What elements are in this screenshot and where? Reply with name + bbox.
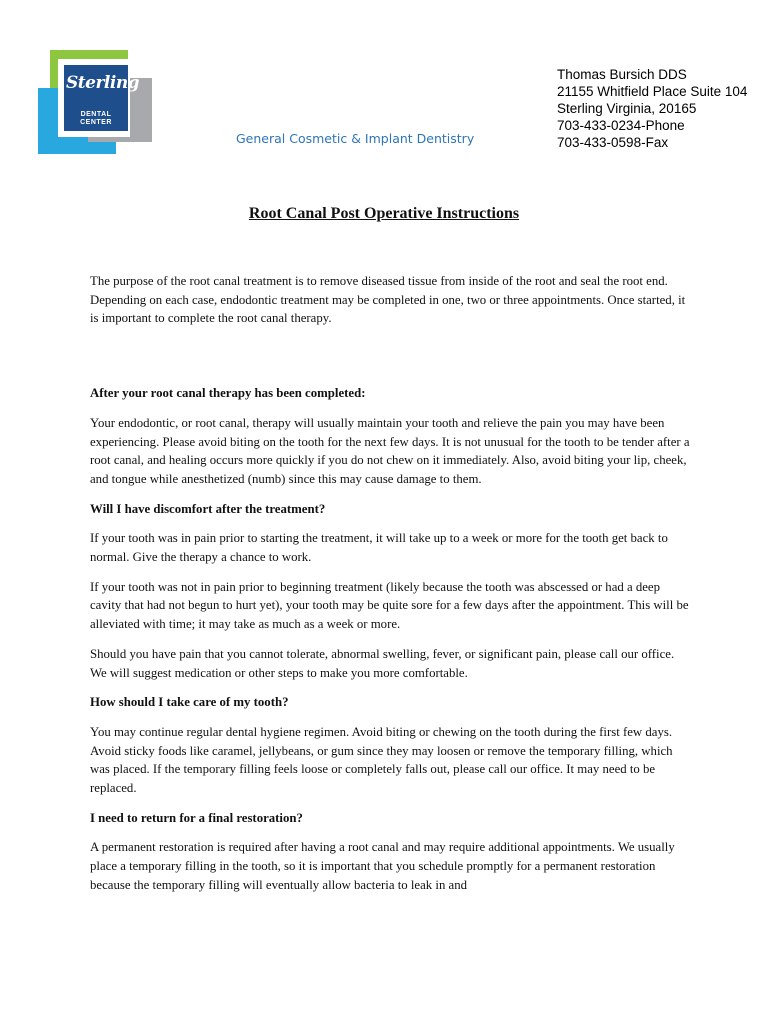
document-title: Root Canal Post Operative Instructions (248, 205, 520, 222)
section-paragraph: Should you have pain that you cannot tolerate, abnormal swelling, fever, or significant pain, please call our office. We will suggest medication or other steps to make you more comfortable. (90, 646, 675, 680)
contact-block (557, 66, 768, 151)
sterling-dental-logo (38, 50, 154, 154)
practice-tagline: General Cosmetic & Implant Dentistry (236, 131, 475, 146)
contact-city-state-zip: Sterling Virginia, 20165 (557, 101, 697, 116)
contact-street-address: 21155 Whitfield Place Suite 104 (557, 84, 748, 99)
section-paragraph: Your endodontic, or root canal, therapy will usually maintain your tooth and relieve the pain you may have been experiencing. Please avoid biting on the tooth for the next few days. It is not unusual for the tooth to be tender after a root canal, and healing occurs more quickly if you do not chew on it immediately. Also, avoid biting your lip, cheek, and tongue while anesthetized (numb) since this may cause damage to them. (90, 415, 690, 486)
section-paragraph: You may continue regular dental hygiene regimen. Avoid biting or chewing on the tooth during the first few days. Avoid sticky foods like caramel, jellybeans, or gum since they may loosen or remove the temporary filling, which was placed. If the temporary filling feels loose or completely falls out, please call our office. It may need to be replaced. (90, 724, 673, 796)
intro-paragraph: The purpose of the root canal treatment is to remove diseased tissue from inside of the root and seal the root end. Depending on each case, endodontic treatment may be completed in one, two or three appointments. Once started, it is important to complete the root canal therapy. (90, 274, 686, 326)
section-heading-final-restoration: I need to return for a final restoration? (90, 810, 303, 825)
section-paragraph: A permanent restoration is required after having a root canal and may require additional appointments. We usually place a temporary filling in the tooth, so it is important that you schedule promptly for a permanent restoration because the temporary filling will eventually allow bacteria to leak in and (90, 840, 675, 892)
section-heading-tooth-care: How should I take care of my tooth? (90, 695, 289, 710)
section-heading-discomfort: Will I have discomfort after the treatment? (90, 501, 326, 516)
contact-phone: 703-433-0234-Phone (557, 118, 685, 133)
contact-doctor-name: Thomas Bursich DDS (557, 67, 687, 82)
document-body (90, 272, 690, 906)
logo-script-text: Sterling (66, 73, 140, 93)
section-heading-after-completion: After your root canal therapy has been completed: (90, 386, 366, 401)
logo-sub-text: DENTAL CENTER (80, 111, 112, 126)
section-paragraph: If your tooth was not in pain prior to beginning treatment (likely because the tooth was abscessed or had a deep cavity that had not begun to hurt yet), your tooth may be quite sore for a few days after the appointment. This will be alleviated with time; it may take as much as a week or more. (90, 579, 689, 632)
section-paragraph: If your tooth was in pain prior to starting the treatment, it will take up to a week or more for the tooth get back to normal. Give the therapy a chance to work. (90, 531, 668, 565)
contact-fax: 703-433-0598-Fax (557, 135, 669, 150)
